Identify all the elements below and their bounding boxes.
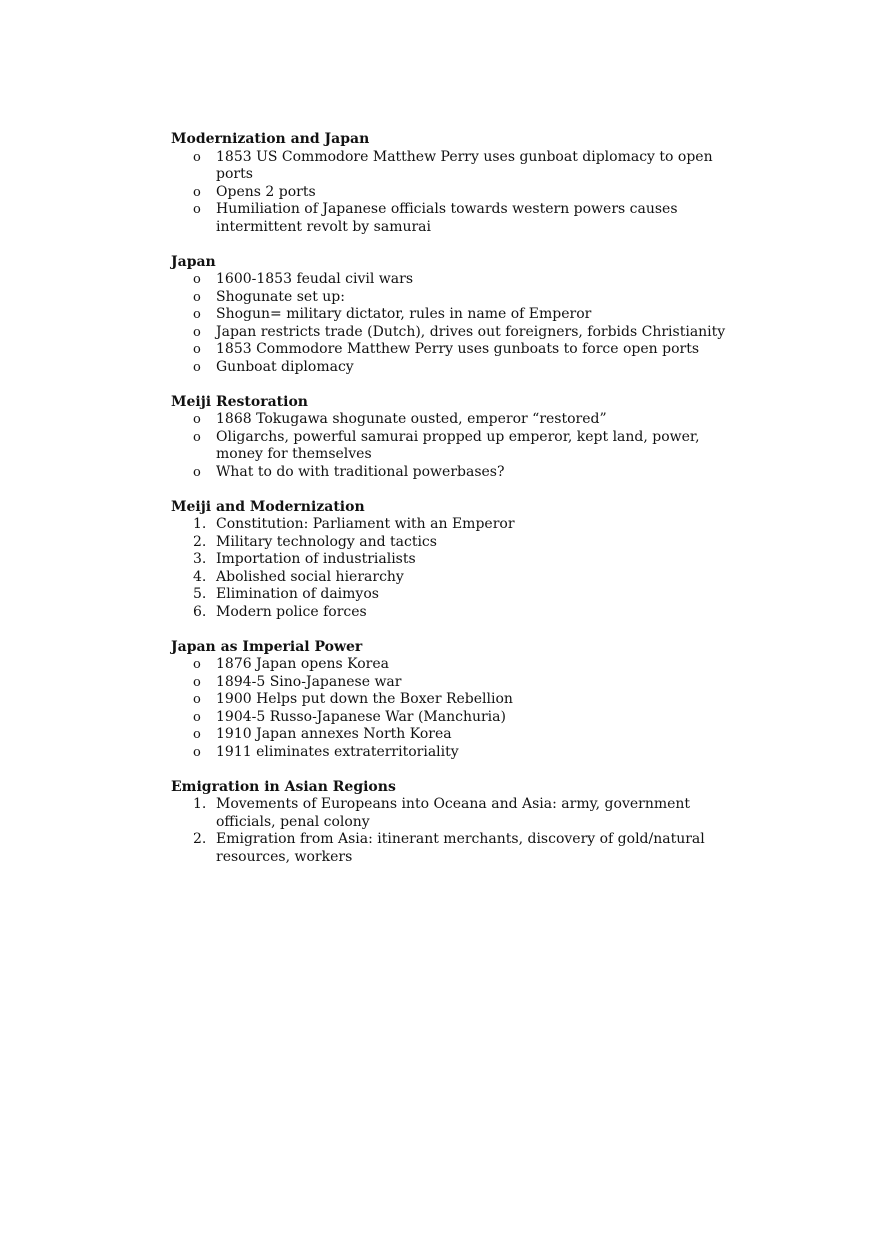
list-number: 2. [193,533,207,550]
section-japan-as-imperial-power [171,639,731,762]
list-number: 6. [193,603,207,620]
bullet-icon: o [193,727,201,742]
bullet-icon: o [193,324,201,340]
section-meiji-restoration [171,394,731,482]
bullet-icon: o [193,674,201,690]
list-item [171,691,731,709]
list-item [171,184,731,202]
section-emigration-in-asian-regions [171,779,731,867]
list-item [171,831,731,866]
bullet-icon: o [193,202,201,217]
list-item [171,341,731,359]
list-item [171,429,731,464]
bullet-list [171,271,731,376]
bullet-icon: o [193,272,201,287]
list-item [171,656,731,674]
list-item-text: 1904-5 Russo-Japanese War (Manchuria) [216,708,506,725]
list-item-text: What to do with traditional powerbases? [216,463,505,480]
numbered-list [171,516,731,621]
list-item [171,586,731,604]
list-item [171,604,731,622]
list-item [171,569,731,587]
list-item-text: 1600-1853 feudal civil wars [216,271,413,287]
list-item [171,359,731,377]
list-item [171,149,731,184]
section-japan [171,254,731,377]
list-item-text: Japan restricts trade (Dutch), drives out foreigners, forbids Christianity [216,323,726,340]
list-item [171,306,731,324]
list-item [171,709,731,727]
list-item-text: Gunboat diplomacy [216,358,354,375]
list-item-text: 1868 Tokugawa shogunate ousted, emperor “restored” [216,411,607,427]
list-item-text: Military technology and tactics [216,533,437,550]
section-modernization-and-japan [171,131,731,236]
list-item-text: Elimination of daimyos [216,586,379,602]
section-heading: Meiji Restoration [171,393,308,410]
document-page [171,131,731,884]
section-meiji-and-modernization [171,499,731,622]
list-item-text: Movements of Europeans into Oceana and Asia: army, government officials, penal colony [216,796,691,830]
section-heading: Modernization and Japan [171,131,370,147]
list-item [171,674,731,692]
list-item-text: Modern police forces [216,603,367,620]
list-item-text: 1853 US Commodore Matthew Perry uses gunboat diplomacy to open ports [216,148,713,182]
bullet-icon: o [193,149,201,165]
list-number: 1. [193,796,207,812]
list-item-text: Emigration from Asia: itinerant merchants, discovery of gold/natural resources, workers [216,831,705,865]
list-item [171,744,731,762]
bullet-icon: o [193,744,201,760]
bullet-icon: o [193,342,201,357]
list-item [171,289,731,307]
bullet-icon: o [193,692,201,707]
list-item [171,411,731,429]
bullet-icon: o [193,657,201,672]
list-item [171,534,731,552]
list-item [171,201,731,236]
list-item [171,516,731,534]
section-heading: Japan as Imperial Power [171,638,363,655]
list-number: 2. [193,831,207,847]
list-item-text: Shogunate set up: [216,288,345,305]
list-item-text: Importation of industrialists [216,551,416,567]
list-item-text: Abolished social hierarchy [216,568,404,585]
list-item [171,464,731,482]
list-number: 1. [193,516,207,532]
bullet-list [171,149,731,237]
list-item [171,324,731,342]
list-item-text: 1910 Japan annexes North Korea [216,726,452,742]
list-item-text: 1853 Commodore Matthew Perry uses gunboats to force open ports [216,341,700,357]
list-item [171,271,731,289]
bullet-icon: o [193,359,201,375]
list-item-text: 1876 Japan opens Korea [216,656,389,672]
bullet-icon: o [193,184,201,200]
bullet-icon: o [193,307,201,322]
bullet-list [171,411,731,481]
bullet-icon: o [193,464,201,480]
list-item-text: 1900 Helps put down the Boxer Rebellion [216,691,513,707]
bullet-icon: o [193,412,201,427]
list-item [171,796,731,831]
list-number: 3. [193,551,207,567]
list-number: 5. [193,586,207,602]
bullet-list [171,656,731,761]
list-item-text: Opens 2 ports [216,183,316,200]
list-item-text: Oligarchs, powerful samurai propped up emperor, kept land, power, money for themselves [216,428,700,462]
list-item-text: 1911 eliminates extraterritoriality [216,743,459,760]
list-item [171,551,731,569]
list-item [171,726,731,744]
section-heading: Japan [171,253,216,270]
list-item-text: Shogun= military dictator, rules in name of Emperor [216,306,592,322]
bullet-icon: o [193,709,201,725]
numbered-list [171,796,731,866]
list-item-text: Constitution: Parliament with an Emperor [216,516,515,532]
list-item-text: Humiliation of Japanese officials towards western powers causes intermittent revolt by samurai [216,201,678,235]
section-heading: Meiji and Modernization [171,498,365,515]
section-heading: Emigration in Asian Regions [171,778,396,795]
list-item-text: 1894-5 Sino-Japanese war [216,673,402,690]
bullet-icon: o [193,429,201,445]
list-number: 4. [193,568,207,585]
bullet-icon: o [193,289,201,305]
